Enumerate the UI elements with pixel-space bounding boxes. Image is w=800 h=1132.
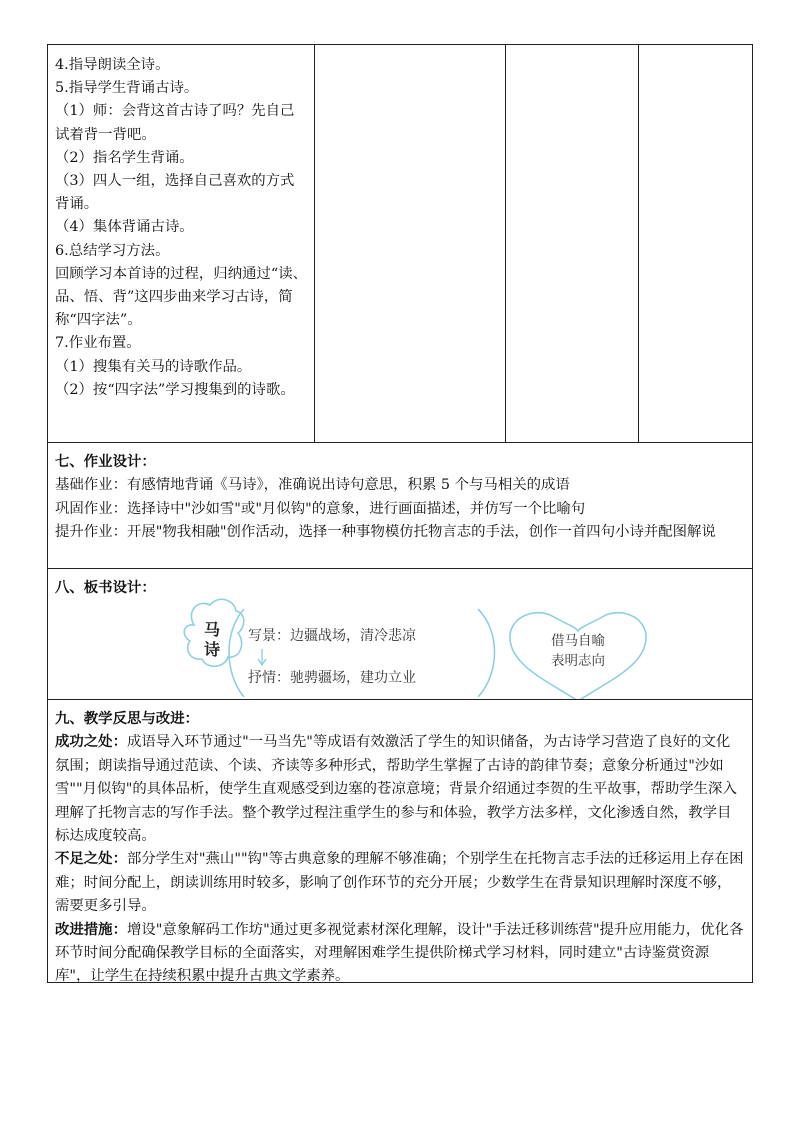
step-line: 5.指导学生背诵古诗。 (55, 80, 199, 97)
reflection-improve (55, 919, 744, 989)
step-line: 4.指导朗读全诗。 (55, 57, 170, 73)
design-intent-cell (505, 45, 638, 443)
lesson-plan-page (47, 44, 753, 983)
step-line: （1）搜集有关马的诗歌作品。 (55, 358, 252, 375)
board-design-cell (48, 569, 753, 700)
improve-text: 增设"意象解码工作坊"通过更多视觉素材深化理解，设计"手法迁移训练营"提升应用能力，优化各环节时间分配确保教学目标的全面落实，对理解困难学生提供阶梯式学习材料，同时建立"古诗鉴赏资源库"，让学生在持续积累中提升古典文学素养。 (55, 921, 744, 985)
teaching-steps-cell (48, 45, 315, 443)
reflection-row (48, 700, 753, 983)
step-line: 7.作业布置。 (55, 335, 141, 352)
board-title: 八、板书设计： (55, 580, 156, 596)
step-line: 回顾学习本首诗的过程，归纳通过“读、品、悟、背”这四步曲来学习古诗，简称“四字法”。 (55, 265, 307, 329)
homework-row (48, 443, 753, 569)
board-emotion-text: 抒情：驰骋疆场，建功立业 (248, 670, 416, 686)
shortfall-label: 不足之处： (55, 851, 127, 868)
reflection-cell (48, 700, 753, 983)
student-activity-cell (315, 45, 505, 443)
heart-line-2: 表明志向 (551, 653, 605, 669)
board-diagram (48, 569, 752, 699)
notes-cell (638, 45, 752, 443)
heart-line-1: 借马自喻 (551, 633, 605, 649)
improve-label: 改进措施： (55, 921, 127, 938)
step-line: （3）四人一组，选择自己喜欢的方式背诵。 (55, 173, 295, 213)
shortfall-text: 部分学生对"燕山""钩"等古典意象的理解不够准确；个别学生在托物言志手法的迁移运用上存在困难；时间分配上，朗读训练用时较多，影响了创作环节的充分开展；少数学生在背景知识理解时深度不够，需要更多引导。 (55, 851, 744, 915)
lesson-table (47, 44, 753, 983)
step-line: （1）师：会背这首古诗了吗？先自己试着背一背吧。 (55, 103, 295, 143)
homework-title: 七、作业设计： (55, 454, 156, 470)
board-design-row (48, 569, 753, 700)
poem-title-char-2: 诗 (203, 640, 221, 659)
step-line: （2）指名学生背诵。 (55, 149, 194, 166)
teaching-steps-row (48, 45, 753, 443)
homework-advance: 提升作业：开展"物我相融"创作活动，选择一种事物模仿托物言志的手法，创作一首四句小诗并配图解说 (55, 524, 716, 541)
left-bracket (229, 609, 244, 697)
step-line: （2）按“四字法”学习搜集到的诗歌。 (55, 381, 295, 398)
homework-consolidate: 巩固作业：选择诗中"沙如雪"或"月似钩"的意象，进行画面描述，并仿写一个比喻句 (55, 500, 586, 517)
board-scene-text: 写景：边疆战场，清冷悲凉 (248, 628, 416, 644)
step-line: （4）集体背诵古诗。 (55, 219, 194, 236)
reflection-success (55, 731, 744, 848)
reflection-shortfall (55, 848, 744, 918)
homework-basic: 基础作业：有感情地背诵《马诗》，准确说出诗句意思，积累 5 个与马相关的成语 (55, 477, 570, 494)
success-text: 成语导入环节通过"一马当先"等成语有效激活了学生的知识储备，为古诗学习营造了良好的文化氛围；朗读指导通过范读、个读、齐读等多种形式，帮助学生掌握了古诗的韵律节奏；意象分析通过"沙如雪""月似钩"的具体品析，使学生直观感受到边塞的苍凉意境；背景介绍通过李贺的生平故事，帮助学生深入理解了托物言志的写作手法。整个教学过程注重学生的参与和体验，教学方法多样，文化渗透自然，教学目标达成度较高。 (55, 734, 737, 845)
reflection-title: 九、教学反思与改进： (55, 711, 199, 727)
step-line: 6.总结学习方法。 (55, 242, 170, 259)
right-bracket (478, 609, 495, 697)
down-arrow-icon (258, 649, 266, 665)
homework-cell (48, 443, 753, 569)
teaching-steps-list (48, 45, 314, 442)
success-label: 成功之处： (55, 734, 127, 751)
poem-title-char-1: 马 (203, 620, 221, 639)
